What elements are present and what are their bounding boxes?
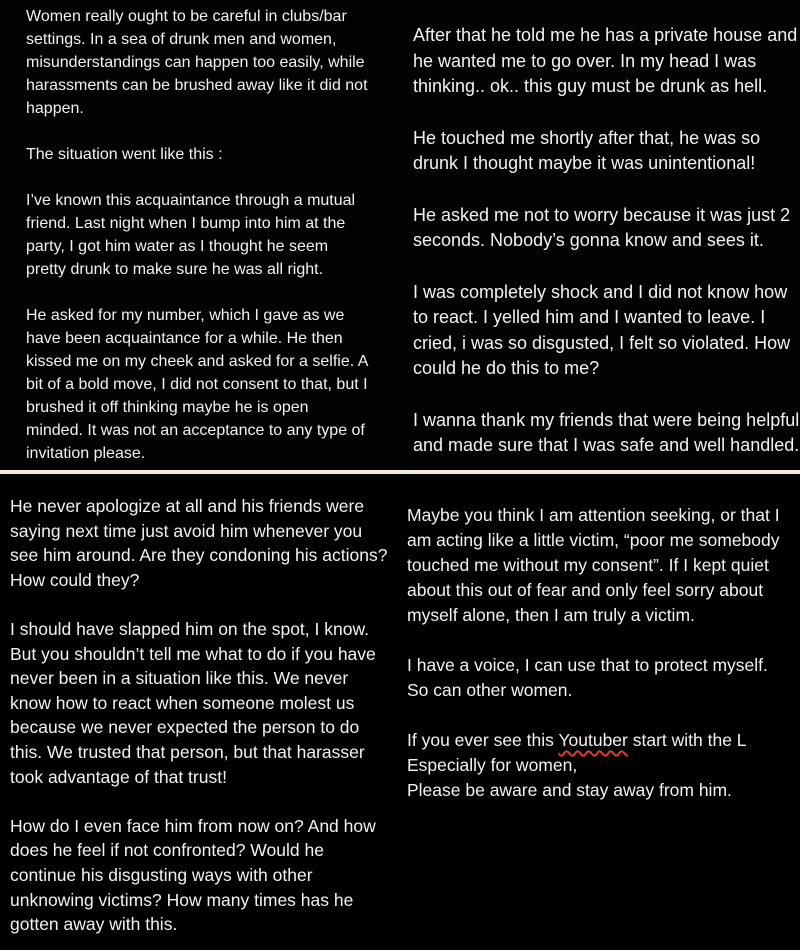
screenshot-top-right [401, 0, 800, 470]
paragraph: He touched me shortly after that, he was so drunk I thought maybe it was unintentional! [413, 127, 761, 173]
paragraph: I should have slapped him on the spot, I know. But you shouldn’t tell me what to do if you have never been in a situation like this. We never know how to react when someone molest us because we never expected the person to do this. We trusted that person, but that harasser took advantage of that trust! [10, 618, 376, 787]
paragraph: He asked for my number, which I gave as we have been acquaintance for a while. He then kissed me on my cheek and asked for a selfie. A bit of a bold move, I did not consent to that, but I brushed it off thinking maybe he is open minded. It was not an acceptance to any type of invitation please. [26, 307, 369, 462]
paragraph: He never apologize at all and his friends were saying next time just avoid him whenever you see him around. Are they condoning his actions? How could they? [10, 496, 388, 590]
paragraph: Women really ought to be careful in clubs/bar settings. In a sea of drunk men and women, misunderstandings can happen too easily, while harassments can be brushed away like it did not happen. [26, 8, 368, 117]
screenshot-top-left [0, 0, 400, 470]
screenshot-bottom-right [397, 474, 800, 950]
spellcheck-flagged-word[interactable]: Youtuber [558, 730, 628, 750]
notes-text-block [10, 494, 394, 950]
paragraph: After that he told me he has a private house and he wanted me to go over. In my head I was thinking.. ok.. this guy must be drunk as hell. [413, 25, 798, 96]
final-paragraph [407, 728, 799, 803]
notes-text-block[interactable] [407, 503, 799, 828]
final-text-start: If you ever see this [407, 730, 559, 750]
paragraph: I have a voice, I can use that to protect myself. So can other women. [407, 655, 768, 700]
final-text-end: start with the L Especially for women, Please be aware and stay away from him. [407, 730, 747, 800]
notes-text-block [413, 23, 800, 470]
paragraph: The situation went like this : [26, 146, 223, 163]
paragraph: I wanna thank my friends that were being helpful and made sure that I was safe and well handled. [413, 409, 800, 455]
screenshot-bottom-left [0, 474, 397, 950]
paragraph: I was completely shock and I did not know how to react. I yelled him and I wanted to leave. I cried, i was so disgusted, I felt so violated. How could he do this to me? [413, 281, 791, 378]
paragraph: How do I even face him from now on? And how does he feel if not confronted? Would he continue his disgusting ways with other unknowing victims? How many times has he gotten away with this. [10, 815, 376, 935]
paragraph: I’ve known this acquaintance through a mutual friend. Last night when I bump into him at the party, I got him water as I thought he seem pretty drunk to make sure he was all right. [26, 192, 356, 278]
notes-text-block [26, 5, 386, 470]
paragraph: Maybe you think I am attention seeking, or that I am acting like a little victim, “poor me somebody touched me without my consent”. If I kept quiet about this out of fear and only feel sorry about myself alone, then I am truly a victim. [407, 505, 780, 625]
paragraph: He asked me not to worry because it was just 2 seconds. Nobody’s gonna know and sees it. [413, 204, 791, 250]
